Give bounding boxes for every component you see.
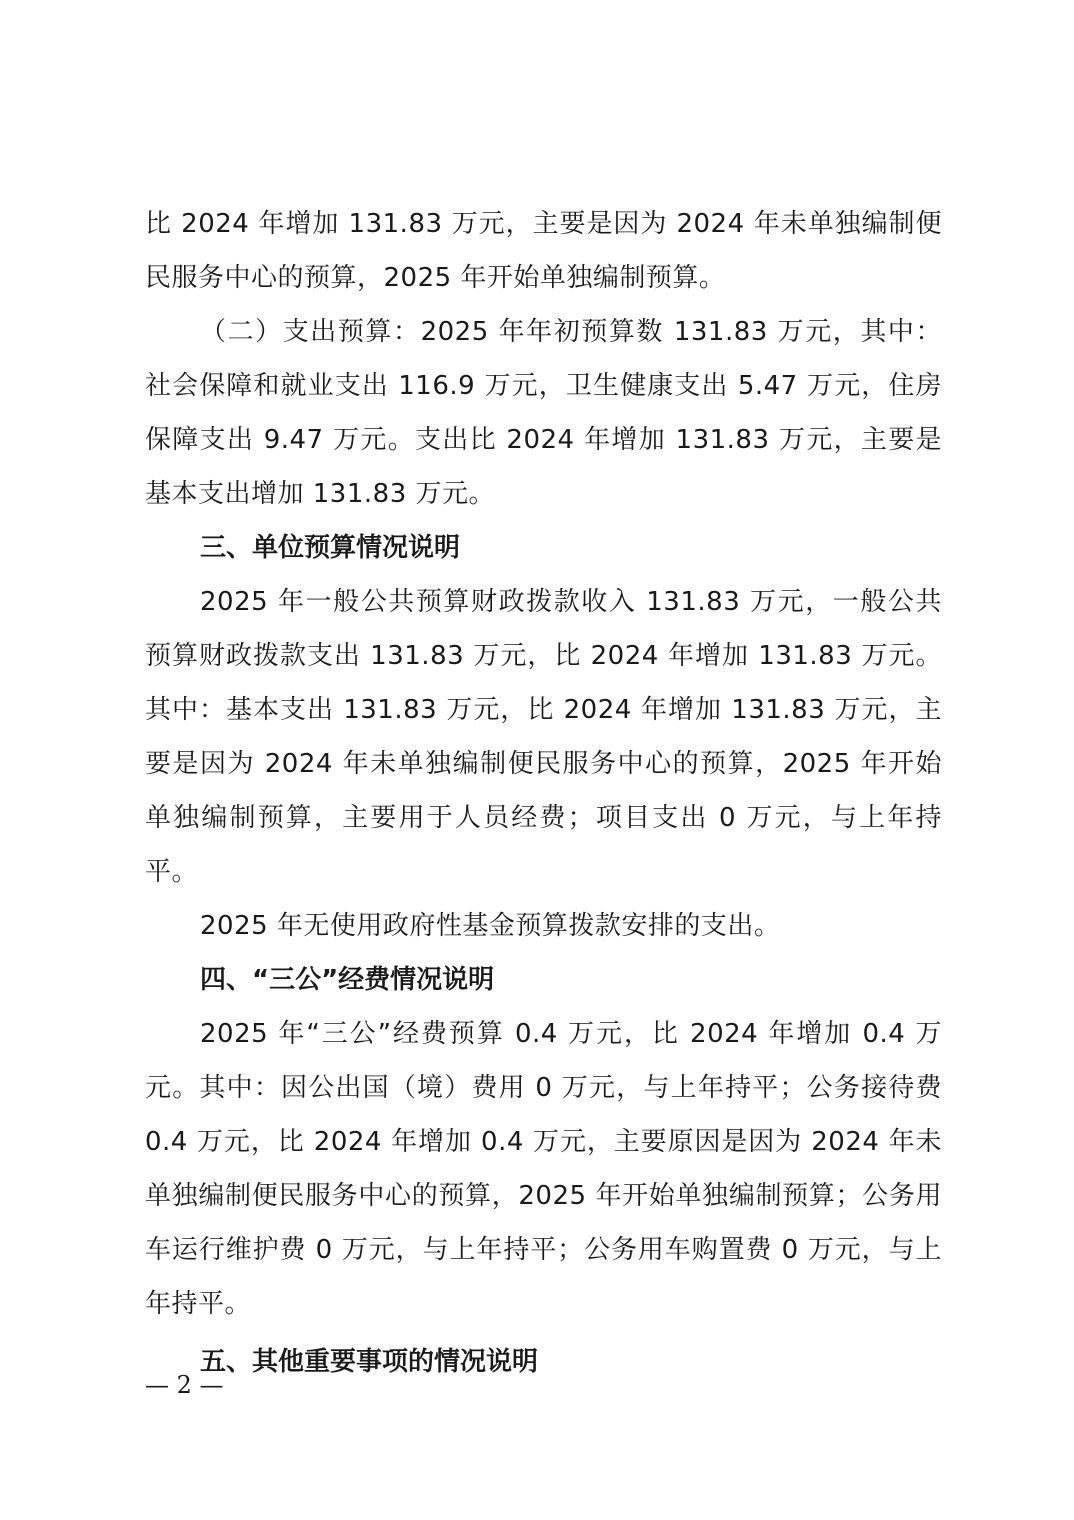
paragraph-expenditure-budget: （二）支出预算：2025 年年初预算数 131.83 万元，其中：社会保障和就业支出 116.9 万元，卫生健康支出 5.47 万元，住房保障支出 9.47 万元。支出比 2024 年增加 131.83 万元，主要是基本支出增加 131.83 万元。 [145,317,942,509]
paragraph-general-public-budget: 2025 年一般公共预算财政拨款收入 131.83 万元，一般公共预算财政拨款支出 131.83 万元，比 2024 年增加 131.83 万元。其中：基本支出 131.83 万元，比 2024 年增加 131.83 万元，主要是因为 2024 年未单独编制便民服务中心的预算，2025 年开始单独编制预算，主要用于人员经费；项目支出 0 万元，与上年持平。 [145,587,942,887]
section-heading-other-matters: 五、其他重要事项的情况说明 [200,1347,539,1377]
paragraph-government-fund: 2025 年无使用政府性基金预算拨款安排的支出。 [200,911,781,941]
page-number: — 2 — [145,1371,224,1399]
paragraph-three-public-expenses: 2025 年“三公”经费预算 0.4 万元，比 2024 年增加 0.4 万元。其中：因公出国（境）费用 0 万元，与上年持平；公务接待费 0.4 万元，比 2024 年增加 0.4 万元，主要原因是因为 2024 年未单独编制便民服务中心的预算，2025 年开始单独编制预算；公务用车运行维护费 0 万元，与上年持平；公务用车购置费 0 万元，与上年持平。 [145,1019,942,1319]
document-body [145,197,942,1389]
section-heading-unit-budget: 三、单位预算情况说明 [200,533,461,563]
paragraph-income-continuation: 比 2024 年增加 131.83 万元，主要是因为 2024 年未单独编制便民服务中心的预算，2025 年开始单独编制预算。 [145,209,942,293]
section-heading-three-public-expenses: 四、“三公”经费情况说明 [200,965,495,995]
